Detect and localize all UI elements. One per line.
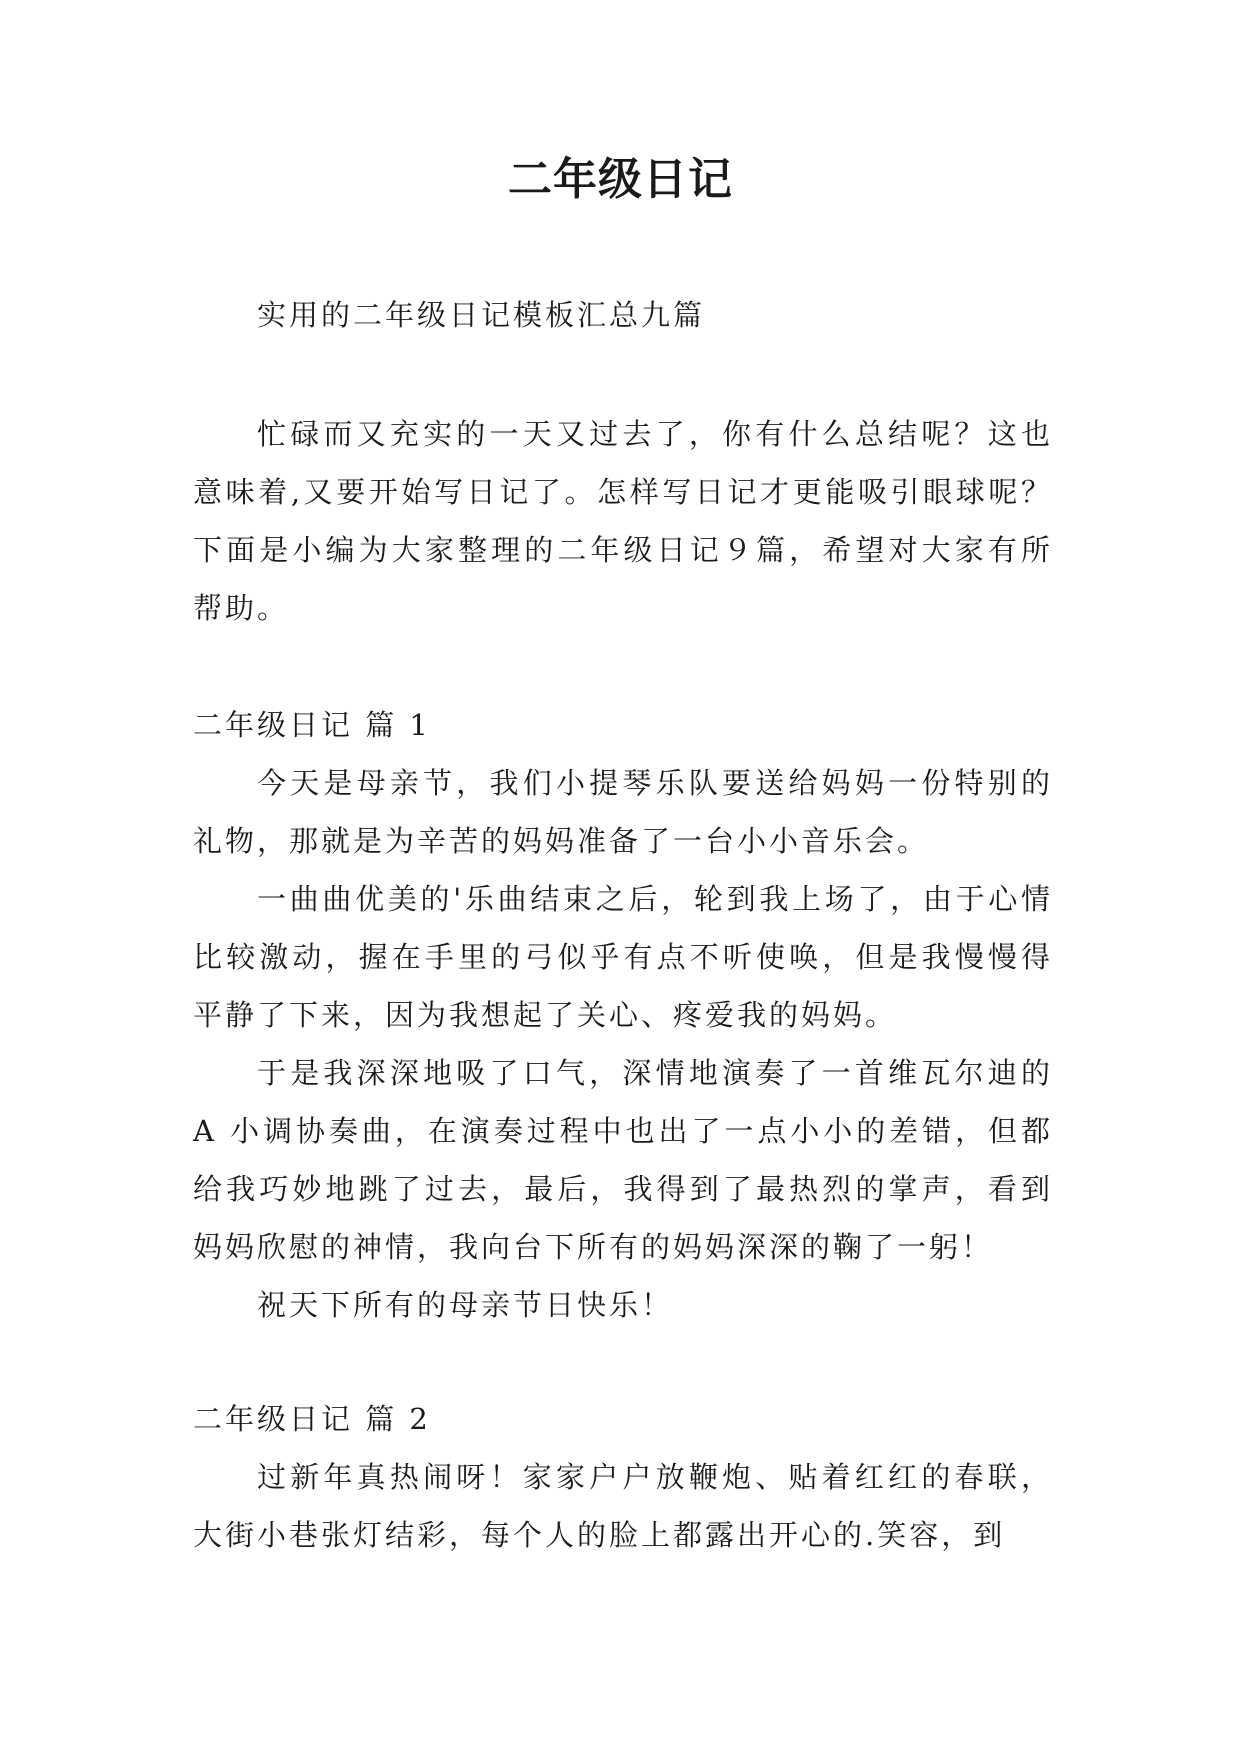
intro-paragraph: [193, 405, 1053, 637]
subtitle-text: 实用的二年级日记模板汇总九篇: [257, 298, 706, 332]
section-heading: 二年级日记 篇 1: [193, 708, 431, 742]
page-title: 二年级日记: [508, 154, 733, 205]
section-paragraph: 今天是母亲节，我们小提琴乐队要送给妈妈一份特别的礼物，那就是为辛苦的妈妈准备了一台小小音乐会。: [193, 766, 1053, 858]
section-paragraph: 过新年真热闹呀！家家户户放鞭炮、贴着红红的春联，大街小巷张灯结彩，每个人的脸上都露出开心的.笑容，到: [193, 1460, 1053, 1552]
section-heading: 二年级日记 篇 2: [193, 1402, 431, 1436]
section-1: [193, 696, 1053, 1334]
section-paragraph: 于是我深深地吸了口气，深情地演奏了一首维瓦尔迪的 A 小调协奏曲，在演奏过程中也出了一点小小的差错，但都给我巧妙地跳了过去，最后，我得到了最热烈的掌声，看到妈妈欣慰的神情，我向台下所有的妈妈深深的鞠了一躬！: [193, 1056, 1053, 1264]
section-paragraph: 一曲曲优美的'乐曲结束之后，轮到我上场了，由于心情比较激动，握在手里的弓似乎有点不听使唤，但是我慢慢得平静了下来，因为我想起了关心、疼爱我的妈妈。: [193, 882, 1053, 1032]
document-subtitle: [193, 286, 1053, 344]
section-paragraph: 祝天下所有的母亲节日快乐！: [257, 1288, 674, 1322]
intro-text: 忙碌而又充实的一天又过去了，你有什么总结呢？这也意味着,又要开始写日记了。怎样写日记才更能吸引眼球呢？下面是小编为大家整理的二年级日记９篇，希望对大家有所帮助。: [193, 417, 1053, 625]
section-2: [193, 1390, 1053, 1564]
